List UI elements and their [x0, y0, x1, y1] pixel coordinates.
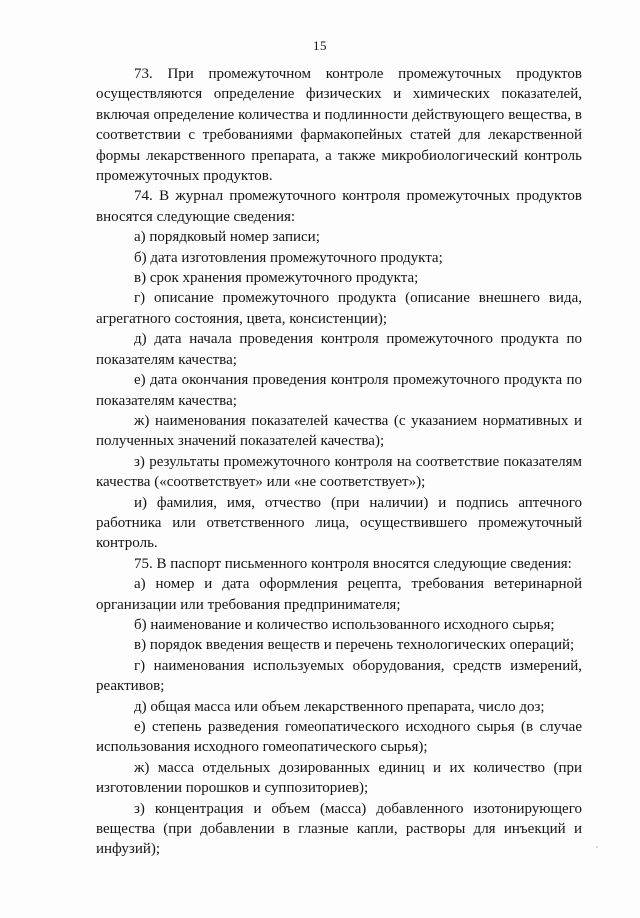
list-item-74-b: б) дата изготовления промежуточного продукта; [134, 249, 443, 266]
list-item-74-e: е) дата окончания проведения контроля промежуточного продукта по показателям качества; [96, 372, 582, 409]
list-item-75-g: г) наименования используемых оборудования, средств измерений, реактивов; [96, 657, 582, 695]
list-item-75-e: е) степень разведения гомеопатического исходного сырья (в случае использования исходного гомеопатического сырья); [96, 719, 582, 756]
list-item-74-v: в) срок хранения промежуточного продукта; [134, 270, 419, 287]
document-body [96, 64, 582, 860]
list-item-75-a: а) номер и дата оформления рецепта, требования ветеринарной организации или требования предпринимателя; [96, 576, 582, 613]
list-item-74-z: з) результаты промежуточного контроля на соответствие показателям качества («соответствует» или «не соответствует»); [96, 453, 582, 491]
list-item-74-d: д) дата начала проведения контроля промежуточного продукта по показателям качества; [96, 331, 582, 368]
list-item-74-i: и) фамилия, имя, отчество (при наличии) и подпись аптечного работника или ответственного лица, осуществившего промежуточный контроль. [96, 494, 582, 552]
list-item-75-v: в) порядок введения веществ и перечень технологических операций; [134, 637, 575, 654]
list-item-74-g: г) описание промежуточного продукта (описание внешнего вида, агрегатного состояния, цвета, консистенции); [96, 290, 582, 327]
list-item-74-zh: ж) наименования показателей качества (с указанием нормативных и полученных значений показателей качества); [96, 412, 582, 450]
scan-speck [596, 846, 598, 848]
paragraph-73: 73. При промежуточном контроле промежуточных продуктов осуществляются определение физических и химических показателей, включая определение количества и подлинности действующего вещества, в соответствии с требованиями фармакопейных статей для лекарственной формы лекарственного препарата, а также микробиологический контроль промежуточных продуктов. [96, 66, 582, 185]
paragraph-74: 74. В журнал промежуточного контроля промежуточных продуктов вносятся следующие сведения: [96, 188, 582, 225]
paragraph-75: 75. В паспорт письменного контроля вносятся следующие сведения: [134, 555, 572, 572]
list-item-75-zh: ж) масса отдельных дозированных единиц и их количество (при изготовлении порошков и суппозиториев); [96, 759, 582, 797]
list-item-75-z: з) концентрация и объем (масса) добавленного изотонирующего вещества (при добавлении в глазные капли, растворы для инъекций и инфузий); [96, 800, 582, 858]
list-item-75-d: д) общая масса или объем лекарственного препарата, число доз; [134, 698, 545, 715]
list-item-74-a: а) порядковый номер записи; [134, 229, 320, 246]
page-number: 15 [313, 38, 327, 53]
list-item-75-b: б) наименование и количество использованного исходного сырья; [134, 616, 555, 633]
